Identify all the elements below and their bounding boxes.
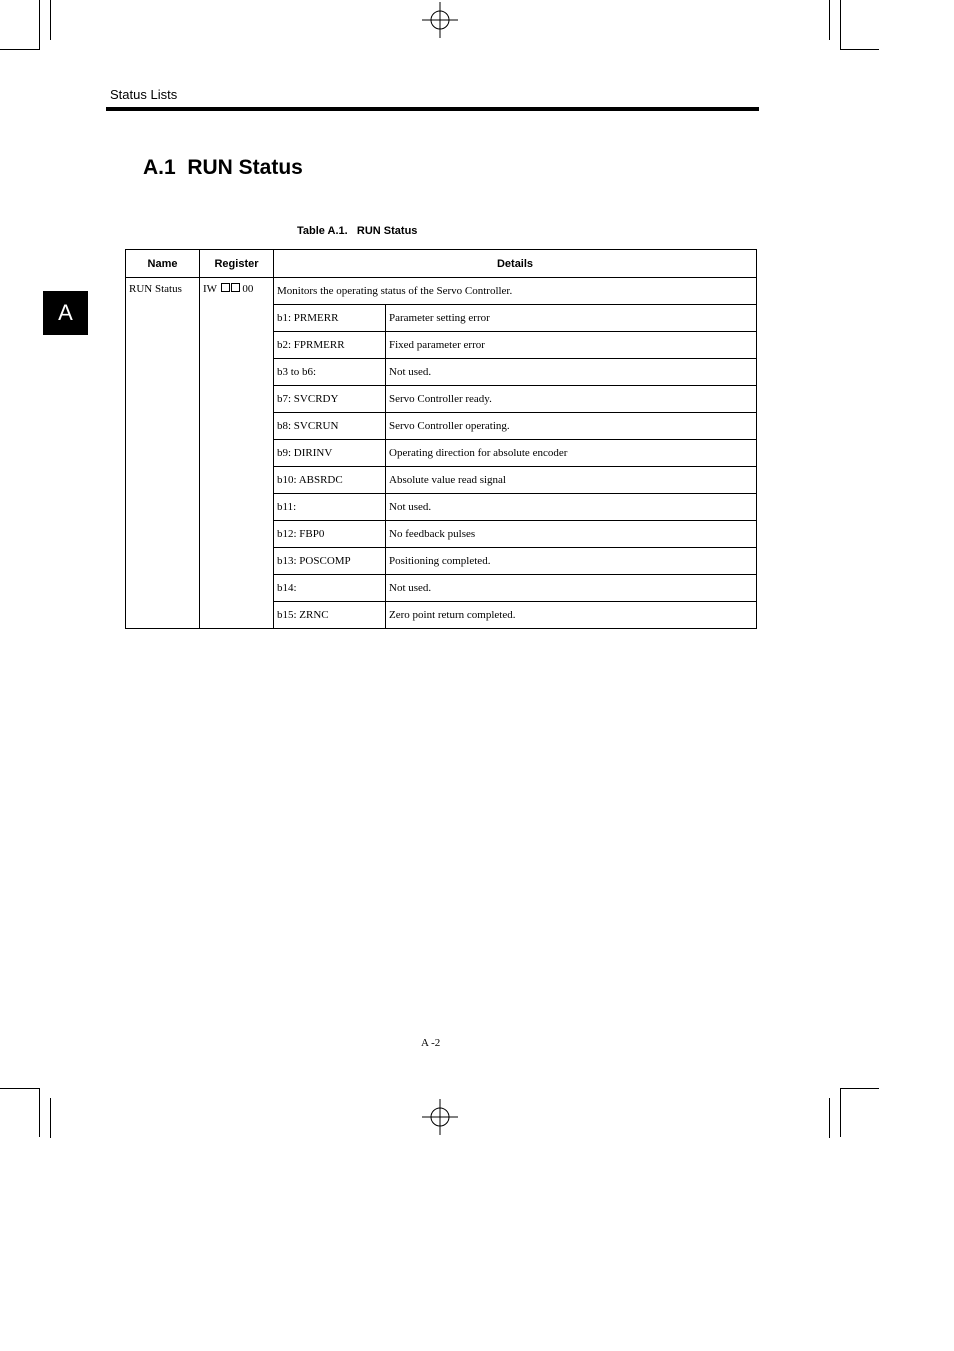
bit-description-cell: Fixed parameter error bbox=[386, 332, 757, 359]
crop-mark bbox=[840, 0, 841, 50]
details-summary-cell: Monitors the operating status of the Servo Controller. bbox=[274, 278, 757, 305]
run-status-table bbox=[125, 249, 757, 629]
register-cell bbox=[200, 278, 274, 629]
bit-description-cell: Absolute value read signal bbox=[386, 467, 757, 494]
crop-mark bbox=[840, 1088, 841, 1137]
bit-label-cell: b2: FPRMERR bbox=[274, 332, 386, 359]
placeholder-box-icon bbox=[231, 283, 240, 292]
crop-mark bbox=[0, 1088, 40, 1089]
bit-label-cell: b3 to b6: bbox=[274, 359, 386, 386]
chapter-tab: A bbox=[43, 291, 88, 335]
running-header: Status Lists bbox=[110, 87, 178, 102]
crop-mark bbox=[829, 0, 830, 40]
table-body bbox=[126, 278, 757, 629]
crop-mark bbox=[39, 1088, 40, 1137]
header-rule bbox=[106, 107, 759, 111]
bit-label-cell: b8: SVCRUN bbox=[274, 413, 386, 440]
bit-label-cell: b1: PRMERR bbox=[274, 305, 386, 332]
table-caption: Table A.1. RUN Status bbox=[297, 225, 418, 237]
bit-description-cell: Operating direction for absolute encoder bbox=[386, 440, 757, 467]
crop-mark bbox=[39, 0, 40, 50]
bit-description-cell: Servo Controller operating. bbox=[386, 413, 757, 440]
section-title: A.1 RUN Status bbox=[143, 156, 303, 179]
placeholder-box-icon bbox=[221, 283, 230, 292]
crop-mark bbox=[840, 49, 879, 50]
bit-description-cell: Not used. bbox=[386, 359, 757, 386]
bit-label-cell: b15: ZRNC bbox=[274, 602, 386, 629]
bit-label-cell: b9: DIRINV bbox=[274, 440, 386, 467]
bit-label-cell: b7: SVCRDY bbox=[274, 386, 386, 413]
column-header-name: Name bbox=[126, 250, 200, 278]
bit-description-cell: Positioning completed. bbox=[386, 548, 757, 575]
column-header-register: Register bbox=[200, 250, 274, 278]
bit-description-cell: Servo Controller ready. bbox=[386, 386, 757, 413]
bit-description-cell: Parameter setting error bbox=[386, 305, 757, 332]
bit-description-cell: Zero point return completed. bbox=[386, 602, 757, 629]
table-header-row bbox=[126, 250, 757, 278]
bit-description-cell: Not used. bbox=[386, 575, 757, 602]
table-row bbox=[126, 278, 757, 305]
bit-label-cell: b10: ABSRDC bbox=[274, 467, 386, 494]
bit-label-cell: b12: FBP0 bbox=[274, 521, 386, 548]
bit-label-cell: b11: bbox=[274, 494, 386, 521]
register-suffix: 00 bbox=[242, 283, 254, 295]
bit-label-cell: b13: POSCOMP bbox=[274, 548, 386, 575]
bit-description-cell: Not used. bbox=[386, 494, 757, 521]
bit-description-cell: No feedback pulses bbox=[386, 521, 757, 548]
register-prefix: IW bbox=[203, 283, 217, 295]
crop-mark bbox=[0, 49, 40, 50]
crop-mark bbox=[840, 1088, 879, 1089]
crop-mark bbox=[50, 1098, 51, 1138]
column-header-details: Details bbox=[274, 250, 757, 278]
crop-mark bbox=[829, 1098, 830, 1138]
bit-label-cell: b14: bbox=[274, 575, 386, 602]
registration-mark-icon bbox=[422, 2, 458, 38]
registration-mark-icon bbox=[422, 1099, 458, 1135]
crop-mark bbox=[50, 0, 51, 40]
status-name-cell: RUN Status bbox=[126, 278, 200, 629]
page-number: A -2 bbox=[421, 1037, 441, 1049]
